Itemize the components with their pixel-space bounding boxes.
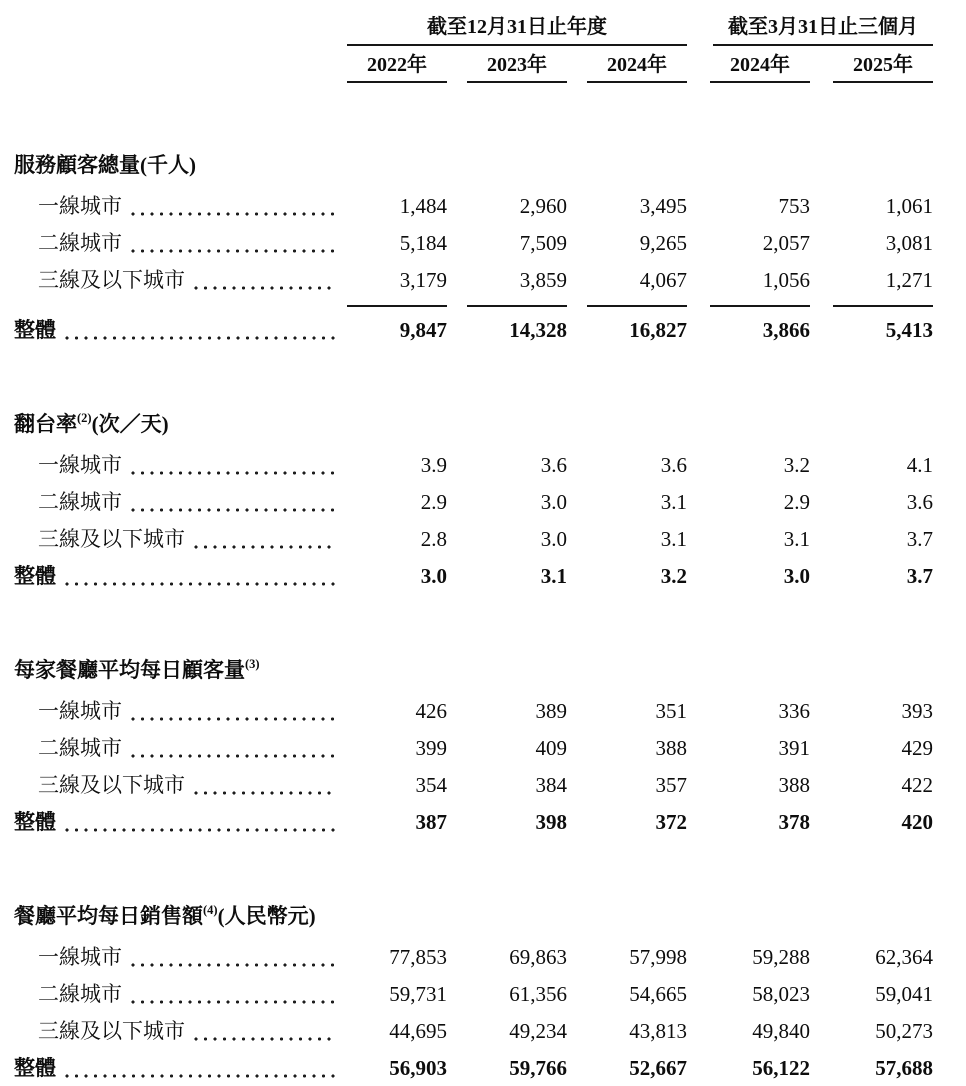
row-value: 9,265 xyxy=(639,231,687,255)
section-rows xyxy=(14,938,947,1086)
row-value: 3.1 xyxy=(540,564,567,588)
dot-leader xyxy=(192,1036,335,1042)
row-value: 422 xyxy=(901,773,933,797)
row-value: 336 xyxy=(778,699,810,723)
dot-leader xyxy=(129,753,335,759)
row-value: 56,903 xyxy=(389,1056,447,1080)
row-value: 77,853 xyxy=(389,945,447,969)
row-value: 378 xyxy=(778,810,810,834)
row-value: 409 xyxy=(535,736,567,760)
row-label-cell xyxy=(14,1049,347,1086)
row-value: 426 xyxy=(415,699,447,723)
dot-leader xyxy=(129,507,335,513)
dot-leader xyxy=(63,581,335,587)
col-year-2023: 2023年 xyxy=(467,46,567,83)
row-value: 62,364 xyxy=(875,945,933,969)
row-value: 389 xyxy=(535,699,567,723)
section-title xyxy=(14,652,947,683)
dot-leader xyxy=(129,248,335,254)
row-label-cell xyxy=(14,520,347,557)
row-value: 1,056 xyxy=(762,268,810,292)
row-label-cell xyxy=(14,557,347,594)
row-label-cell xyxy=(14,446,347,483)
total-rule xyxy=(347,305,447,307)
row-label-cell xyxy=(14,729,347,766)
table-row xyxy=(14,938,947,975)
section-title xyxy=(14,147,947,178)
table-section xyxy=(14,652,947,840)
row-value: 1,484 xyxy=(399,194,447,218)
section-title-text: 翻台率 xyxy=(14,412,77,436)
row-value: 3.0 xyxy=(783,564,810,588)
row-value: 357 xyxy=(655,773,687,797)
col-group-quarter: 截至3月31日止三個月 xyxy=(713,14,933,46)
row-value: 3,495 xyxy=(639,194,687,218)
row-value: 399 xyxy=(415,736,447,760)
row-value: 3.7 xyxy=(906,564,933,588)
total-rule xyxy=(467,305,567,307)
table-row xyxy=(14,483,947,520)
section-rows xyxy=(14,692,947,840)
section-title-text: 服務顧客總量 xyxy=(14,153,140,177)
section-footnote-marker: (3) xyxy=(245,657,260,671)
row-value: 3.6 xyxy=(660,453,687,477)
row-label: 整體 xyxy=(14,318,56,342)
dot-leader xyxy=(129,716,335,722)
row-value: 753 xyxy=(778,194,810,218)
row-label-cell xyxy=(14,483,347,520)
row-value: 3.6 xyxy=(540,453,567,477)
table-row xyxy=(14,261,947,298)
table-row xyxy=(14,446,947,483)
dot-leader xyxy=(63,335,335,341)
row-value: 16,827 xyxy=(629,318,687,342)
table-row xyxy=(14,187,947,224)
row-value: 61,356 xyxy=(509,982,567,1006)
row-value: 57,998 xyxy=(629,945,687,969)
row-value: 420 xyxy=(901,810,933,834)
row-value: 354 xyxy=(415,773,447,797)
table-row xyxy=(14,1049,947,1086)
row-value: 429 xyxy=(901,736,933,760)
row-value: 4,067 xyxy=(639,268,687,292)
row-value: 391 xyxy=(778,736,810,760)
table-row xyxy=(14,520,947,557)
row-label: 二線城市 xyxy=(38,736,122,760)
dot-leader xyxy=(192,790,335,796)
table-row xyxy=(14,803,947,840)
table-section xyxy=(14,898,947,1086)
header-label-spacer xyxy=(14,14,347,46)
section-footnote-marker: (4) xyxy=(203,903,218,917)
row-label: 整體 xyxy=(14,1056,56,1080)
section-title-text: 每家餐廳平均每日顧客量 xyxy=(14,658,245,682)
dot-leader xyxy=(192,544,335,550)
year-header-row xyxy=(14,46,947,83)
row-value: 52,667 xyxy=(629,1056,687,1080)
table-row xyxy=(14,1012,947,1049)
section-title-unit: (次／天) xyxy=(91,412,169,436)
row-label-cell xyxy=(14,311,347,348)
section-rows xyxy=(14,187,947,348)
row-label: 一線城市 xyxy=(38,453,122,477)
row-value: 2,057 xyxy=(762,231,810,255)
row-label: 整體 xyxy=(14,810,56,834)
section-title-unit: (人民幣元) xyxy=(217,904,316,928)
table-row xyxy=(14,766,947,803)
row-value: 7,509 xyxy=(519,231,567,255)
row-value: 43,813 xyxy=(629,1019,687,1043)
row-value: 44,695 xyxy=(389,1019,447,1043)
section-title xyxy=(14,898,947,929)
row-label-cell xyxy=(14,975,347,1012)
row-value: 387 xyxy=(415,810,447,834)
row-value: 59,041 xyxy=(875,982,933,1006)
row-value: 2,960 xyxy=(519,194,567,218)
table-row xyxy=(14,557,947,594)
col-year-2022: 2022年 xyxy=(347,46,447,83)
row-label: 三線及以下城市 xyxy=(38,773,185,797)
row-value: 3.2 xyxy=(660,564,687,588)
total-separator-row xyxy=(14,298,947,311)
section-title-unit: (千人) xyxy=(140,153,196,177)
row-label: 三線及以下城市 xyxy=(38,268,185,292)
dot-leader xyxy=(63,1073,335,1079)
row-value: 3.1 xyxy=(783,527,810,551)
row-value: 3.9 xyxy=(420,453,447,477)
row-value: 9,847 xyxy=(399,318,447,342)
table-row xyxy=(14,224,947,261)
row-value: 351 xyxy=(655,699,687,723)
row-value: 69,863 xyxy=(509,945,567,969)
row-value: 57,688 xyxy=(875,1056,933,1080)
row-value: 3.1 xyxy=(660,527,687,551)
dot-leader xyxy=(129,962,335,968)
row-value: 3.2 xyxy=(783,453,810,477)
row-value: 2.8 xyxy=(420,527,447,551)
row-value: 1,061 xyxy=(885,194,933,218)
row-label-cell xyxy=(14,692,347,729)
col-year-2024-q1: 2024年 xyxy=(710,46,810,83)
row-value: 3,081 xyxy=(885,231,933,255)
row-value: 14,328 xyxy=(509,318,567,342)
row-value: 3.1 xyxy=(660,490,687,514)
section-title xyxy=(14,406,947,437)
row-value: 393 xyxy=(901,699,933,723)
dot-leader xyxy=(129,470,335,476)
dot-leader xyxy=(129,211,335,217)
row-label-cell xyxy=(14,224,347,261)
row-value: 5,413 xyxy=(885,318,933,342)
row-label: 三線及以下城市 xyxy=(38,1019,185,1043)
row-label-cell xyxy=(14,766,347,803)
dot-leader xyxy=(192,285,335,291)
section-footnote-marker: (2) xyxy=(77,411,92,425)
row-label-cell xyxy=(14,261,347,298)
section-rows xyxy=(14,446,947,594)
row-value: 5,184 xyxy=(399,231,447,255)
row-value: 3,179 xyxy=(399,268,447,292)
row-value: 3,859 xyxy=(519,268,567,292)
row-label-cell xyxy=(14,938,347,975)
row-value: 56,122 xyxy=(752,1056,810,1080)
row-value: 4.1 xyxy=(906,453,933,477)
col-year-2024: 2024年 xyxy=(587,46,687,83)
row-value: 3.0 xyxy=(540,527,567,551)
row-label: 二線城市 xyxy=(38,231,122,255)
header-label-spacer xyxy=(14,46,347,83)
row-value: 50,273 xyxy=(875,1019,933,1043)
table-sections xyxy=(14,147,947,1086)
total-rule xyxy=(833,305,933,307)
row-value: 388 xyxy=(655,736,687,760)
col-group-annual: 截至12月31日止年度 xyxy=(347,14,687,46)
row-value: 49,234 xyxy=(509,1019,567,1043)
row-label: 一線城市 xyxy=(38,699,122,723)
table-row xyxy=(14,311,947,348)
row-value: 2.9 xyxy=(783,490,810,514)
row-value: 384 xyxy=(535,773,567,797)
row-label-cell xyxy=(14,1012,347,1049)
col-year-2025-q1: 2025年 xyxy=(833,46,933,83)
row-value: 3,866 xyxy=(762,318,810,342)
table-row xyxy=(14,975,947,1012)
row-label: 二線城市 xyxy=(38,490,122,514)
row-value: 54,665 xyxy=(629,982,687,1006)
row-label: 三線及以下城市 xyxy=(38,527,185,551)
table-row xyxy=(14,729,947,766)
row-value: 1,271 xyxy=(885,268,933,292)
rule-spacer xyxy=(14,298,347,311)
column-group-row xyxy=(14,14,947,46)
row-value: 3.0 xyxy=(540,490,567,514)
total-rule xyxy=(710,305,810,307)
row-label-cell xyxy=(14,803,347,840)
row-value: 3.7 xyxy=(906,527,933,551)
row-label: 一線城市 xyxy=(38,194,122,218)
section-title-text: 餐廳平均每日銷售額 xyxy=(14,904,203,928)
row-value: 372 xyxy=(655,810,687,834)
row-value: 2.9 xyxy=(420,490,447,514)
table-section xyxy=(14,147,947,348)
row-label: 整體 xyxy=(14,564,56,588)
row-value: 3.0 xyxy=(420,564,447,588)
row-value: 3.6 xyxy=(906,490,933,514)
row-label: 一線城市 xyxy=(38,945,122,969)
table-section xyxy=(14,406,947,594)
row-value: 49,840 xyxy=(752,1019,810,1043)
table-row xyxy=(14,692,947,729)
row-value: 59,731 xyxy=(389,982,447,1006)
table-header xyxy=(14,14,947,83)
total-rule xyxy=(587,305,687,307)
row-value: 59,288 xyxy=(752,945,810,969)
row-value: 58,023 xyxy=(752,982,810,1006)
dot-leader xyxy=(63,827,335,833)
dot-leader xyxy=(129,999,335,1005)
row-label: 二線城市 xyxy=(38,982,122,1006)
row-label-cell xyxy=(14,187,347,224)
row-value: 59,766 xyxy=(509,1056,567,1080)
row-value: 388 xyxy=(778,773,810,797)
row-value: 398 xyxy=(535,810,567,834)
